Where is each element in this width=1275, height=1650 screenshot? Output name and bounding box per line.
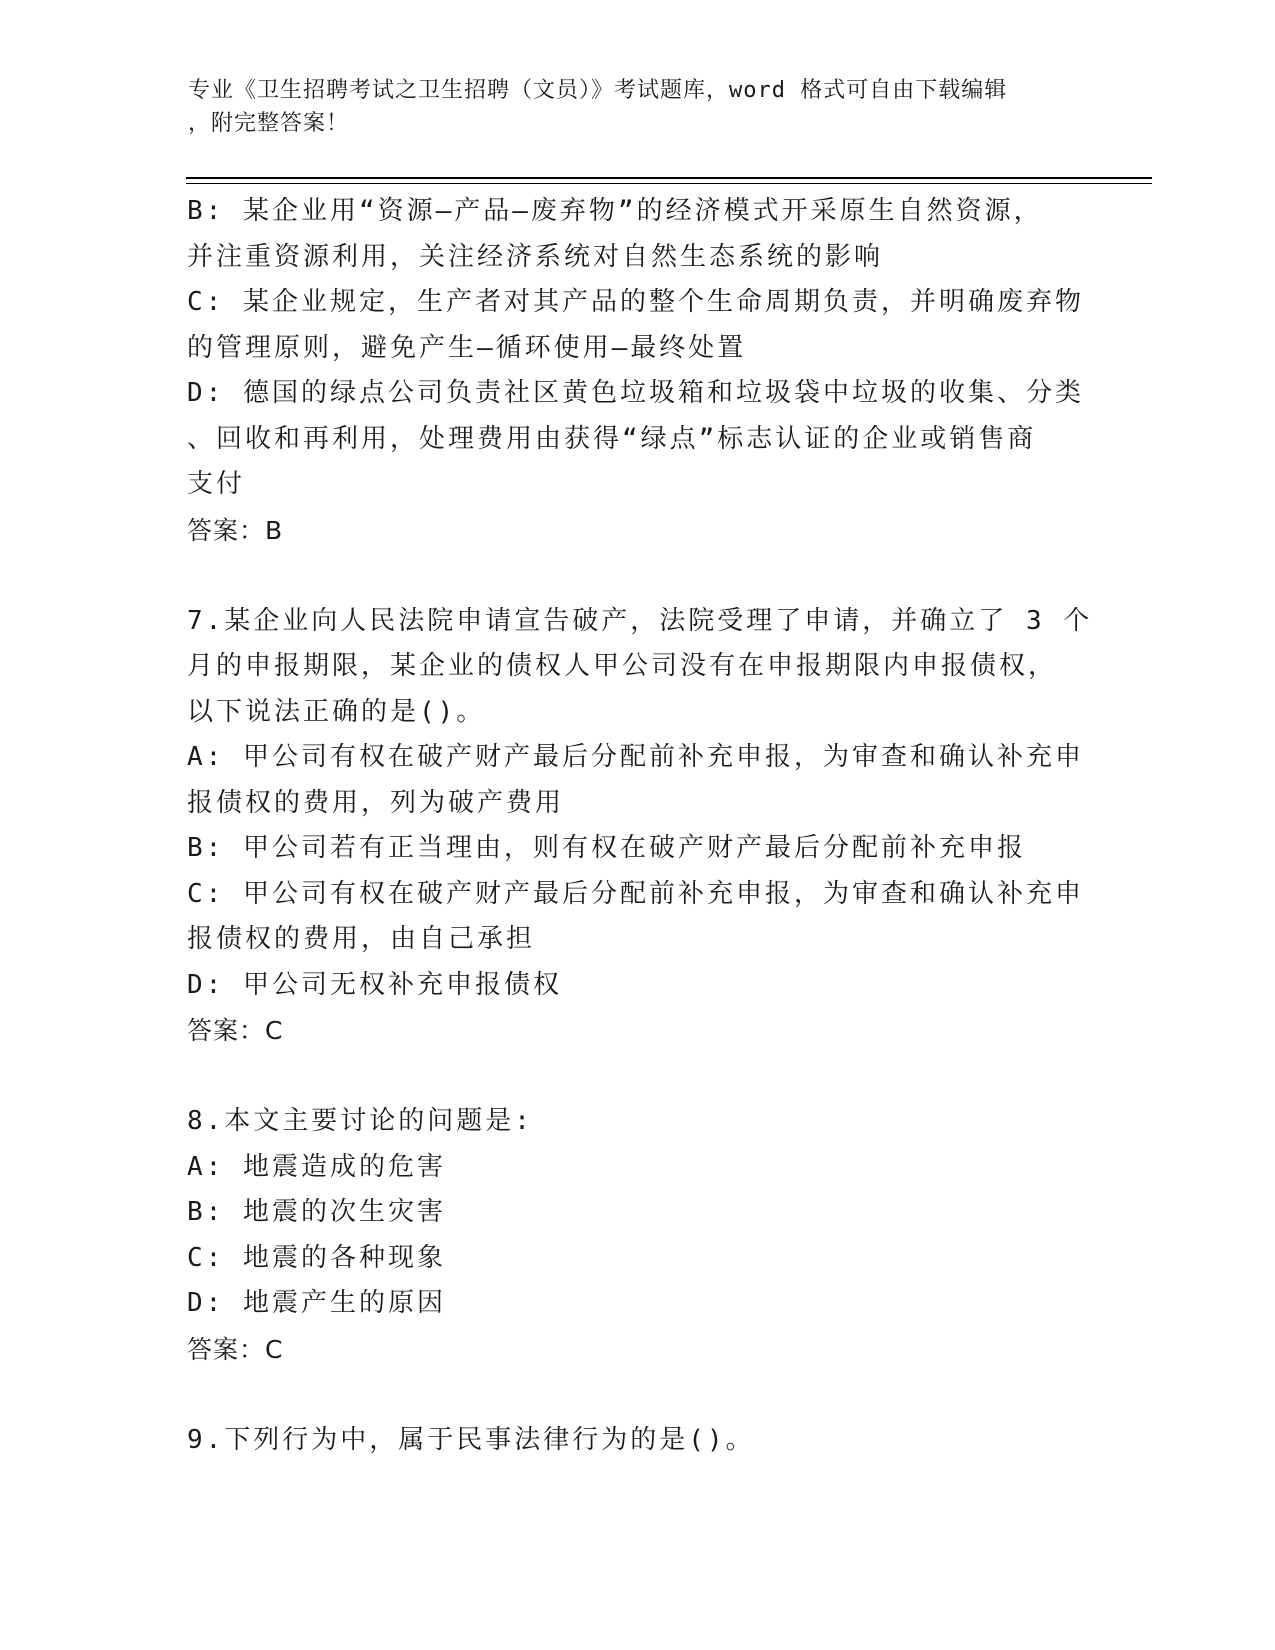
spacer <box>187 1054 1087 1100</box>
option-a: A: 甲公司有权在破产财产最后分配前补充申报，为审查和确认补充申 <box>187 742 1084 772</box>
option-d-cont: 、回收和再利用，处理费用由获得“绿点”标志认证的企业或销售商 <box>187 423 1037 454</box>
header-divider-thin <box>186 183 1152 184</box>
option-c: C: 地震的各种现象 <box>187 1242 446 1273</box>
answer: 答案：C <box>187 1016 284 1045</box>
option-b: B: 甲公司若有正当理由，则有权在破产财产最后分配前补充申报 <box>187 833 1026 863</box>
option-c: C: 某企业规定，生产者对其产品的整个生命周期负责，并明确废弃物 <box>187 287 1084 317</box>
document-header <box>188 74 1068 140</box>
option-b-cont: 并注重资源利用，关注经济系统对自然生态系统的影响 <box>187 241 884 272</box>
option-d: D: 德国的绿点公司负责社区黄色垃圾箱和垃圾袋中垃圾的收集、分类 <box>187 378 1084 408</box>
question-8 <box>187 1099 1087 1372</box>
option-c-cont: 的管理原则，避免产生—循环使用—最终处置 <box>187 332 747 363</box>
question-7 <box>187 599 1093 1054</box>
option-b: B: 某企业用“资源—产品—废弃物”的经济模式开采原生自然资源， <box>187 196 1043 226</box>
question-stem: 7.某企业向人民法院申请宣告破产，法院受理了申请，并确立了 3 个 <box>187 605 1093 636</box>
answer: 答案：C <box>187 1334 284 1364</box>
question-stem: 8.本文主要讨论的问题是: <box>187 1106 533 1136</box>
question-list <box>187 189 1093 1463</box>
answer: 答案：B <box>187 515 284 545</box>
option-b: B: 地震的次生灾害 <box>187 1197 446 1227</box>
option-a-cont: 报债权的费用，列为破产费用 <box>187 787 565 818</box>
option-c-cont: 报债权的费用，由自己承担 <box>187 924 536 954</box>
option-d: D: 地震产生的原因 <box>187 1288 446 1318</box>
option-d-cont-2: 支付 <box>187 469 246 499</box>
question-stem-cont-2: 以下说法正确的是()。 <box>187 696 486 727</box>
spacer <box>187 553 1087 599</box>
header-divider-thick <box>186 177 1152 179</box>
question-stem: 9.下列行为中，属于民事法律行为的是()。 <box>187 1424 755 1455</box>
option-c: C: 甲公司有权在破产财产最后分配前补充申报，为审查和确认补充申 <box>187 878 1084 909</box>
header-line-1: 专业《卫生招聘考试之卫生招聘（文员）》考试题库，word 格式可自由下载编辑 <box>188 78 1008 103</box>
question-9 <box>187 1418 1087 1464</box>
option-a: A: 地震造成的危害 <box>187 1151 446 1182</box>
spacer <box>187 1372 1087 1418</box>
question-6 <box>187 189 1087 553</box>
question-stem-cont: 月的申报期限，某企业的债权人甲公司没有在申报期限内申报债权， <box>187 651 1058 681</box>
header-line-2: ，附完整答案！ <box>188 111 350 136</box>
option-d: D: 甲公司无权补充申报债权 <box>187 969 562 1000</box>
